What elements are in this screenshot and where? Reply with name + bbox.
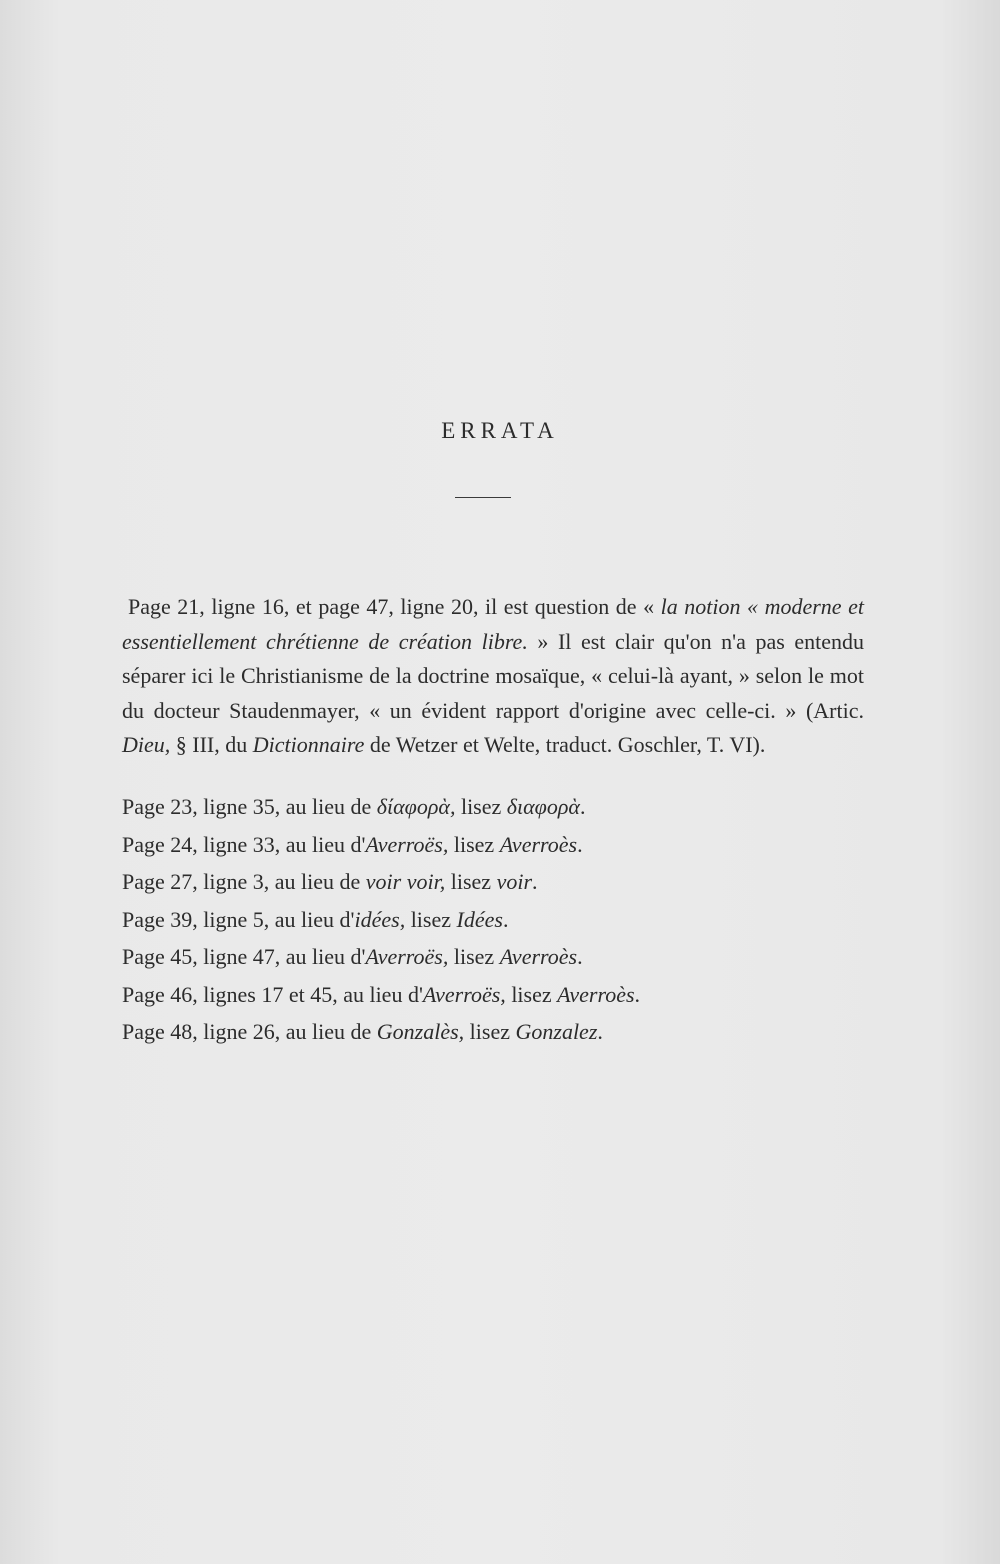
page-title: ERRATA xyxy=(441,418,559,443)
entry-read: lisez xyxy=(455,794,507,819)
paragraph-text: » Il est clair qu'on n'a pas entendu séparer ici le Christianisme de la doctrine mosaïque, « celui-là ayant, » selon le mot du docteur Staudenmayer, « un évident rapport d'origine avec celle-ci. » (Artic. xyxy=(122,628,864,723)
paragraph-dictionary: Dictionnaire xyxy=(252,732,365,757)
entry-end: . xyxy=(597,1019,603,1044)
entry-wrong: Averroës, xyxy=(365,831,449,857)
entry-read: lisez xyxy=(405,906,457,932)
entry-correct: διαφορὰ xyxy=(506,794,580,819)
entry-end: . xyxy=(577,944,583,969)
errata-entry xyxy=(122,976,864,1014)
errata-entry xyxy=(122,901,864,939)
errata-entry xyxy=(122,788,864,826)
entry-read: lisez xyxy=(464,1019,516,1044)
paragraph-text: § III, du xyxy=(170,732,253,757)
entry-wrong: Averroës, xyxy=(365,944,449,969)
entry-location: Page 46, lignes 17 et 45, au lieu d' xyxy=(122,981,423,1007)
entry-correct: Averroès xyxy=(557,981,635,1007)
entry-wrong: voir voir, xyxy=(365,869,446,894)
errata-entry xyxy=(122,826,864,864)
errata-entry xyxy=(122,863,864,901)
entry-correct: Gonzalez xyxy=(515,1019,598,1044)
entry-correct: Averroès xyxy=(499,831,578,857)
entry-correct: Idées xyxy=(456,906,503,932)
entry-wrong: Averroës, xyxy=(422,981,506,1007)
entry-end: . xyxy=(577,831,583,857)
entry-location: Page 23, ligne 35, au lieu de xyxy=(122,794,377,819)
errata-list xyxy=(122,788,864,1051)
entry-location: Page 39, ligne 5, au lieu d' xyxy=(122,906,355,932)
paragraph-article: Dieu, xyxy=(122,732,171,757)
entry-end: . xyxy=(634,981,641,1007)
entry-read: lisez xyxy=(448,944,500,969)
errata-paragraph xyxy=(122,590,864,763)
entry-end: . xyxy=(502,906,509,932)
errata-entry xyxy=(122,1013,864,1051)
title-divider xyxy=(455,497,511,498)
paragraph-text: de Wetzer et Welte, traduct. Goschler, T. VI). xyxy=(364,732,766,757)
entry-correct: Averroès xyxy=(499,944,578,969)
entry-location: Page 45, ligne 47, au lieu d' xyxy=(122,944,366,969)
entry-wrong: idées, xyxy=(354,906,406,932)
paragraph-text: Page 21, ligne 16, et page 47, ligne 20, il est question de « xyxy=(128,594,661,619)
entry-read: lisez xyxy=(505,981,558,1007)
entry-location: Page 27, ligne 3, au lieu de xyxy=(122,869,366,894)
entry-read: lisez xyxy=(448,831,500,857)
paragraph-quote: la notion « moderne et essentiellement chrétienne de création libre. xyxy=(122,594,864,654)
entry-wrong: δίαφορὰ, xyxy=(376,794,456,819)
entry-read: lisez xyxy=(445,869,497,894)
entry-location: Page 48, ligne 26, au lieu de xyxy=(122,1019,377,1044)
entry-location: Page 24, ligne 33, au lieu d' xyxy=(122,831,366,857)
entry-correct: voir xyxy=(496,869,533,894)
entry-end: . xyxy=(532,869,538,894)
entry-end: . xyxy=(579,794,586,819)
entry-wrong: Gonzalès, xyxy=(376,1019,465,1044)
errata-entry xyxy=(122,938,864,976)
